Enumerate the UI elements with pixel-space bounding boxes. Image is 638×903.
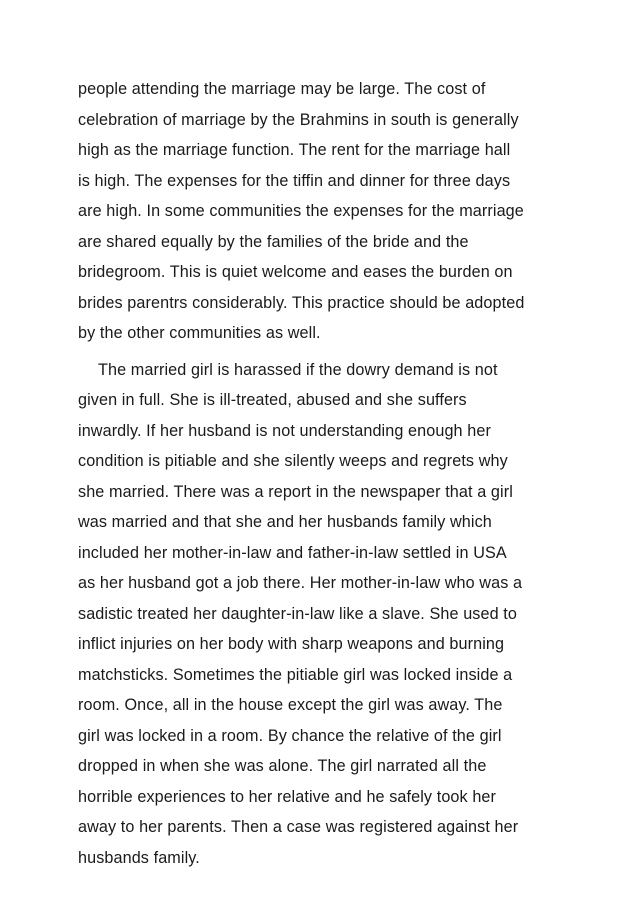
text-line: she married. There was a report in the newspaper that a girl [78,482,513,501]
text-line: horrible experiences to her relative and he safely took her [78,787,497,806]
text-line: celebration of marriage by the Brahmins in south is generally [78,110,519,129]
text-line: are high. In some communities the expenses for the marriage [78,202,524,220]
text-line: was married and that she and her husbands family which [78,513,492,531]
text-line: people attending the marriage may be large. The cost of [78,80,486,98]
text-line: as her husband got a job there. Her mother-in-law who was a [78,574,523,592]
text-line: are shared equally by the families of the bride and the [78,232,469,251]
text-line: bridegroom. This is quiet welcome and eases the burden on [78,263,513,281]
text-line: sadistic treated her daughter-in-law like a slave. She used to [78,604,518,623]
text-line: condition is pitiable and she silently weeps and regrets why [78,452,508,470]
text-line: husbands family. [78,848,200,867]
text-line: away to her parents. Then a case was registered against her [78,818,519,836]
text-line: dropped in when she was alone. The girl narrated all the [78,757,487,775]
text-line: given in full. She is ill-treated, abused and she suffers [78,391,467,409]
text-line: room. Once, all in the house except the girl was away. The [78,696,503,714]
text-line: brides parentrs considerably. This practice should be adopted [78,293,525,312]
text-line: included her mother-in-law and father-in-law settled in USA [78,543,507,562]
text-line: by the other communities as well. [78,324,321,342]
text-line: is high. The expenses for the tiffin and dinner for three days [78,171,511,190]
paragraph-1 [78,74,578,349]
text-line: The married girl is harassed if the dowry demand is not [98,360,498,379]
text-line: inwardly. If her husband is not understanding enough her [78,421,491,440]
paragraph-2 [78,355,578,874]
body-text [78,74,578,873]
text-line: matchsticks. Sometimes the pitiable girl was locked inside a [78,665,513,684]
text-line: high as the marriage function. The rent for the marriage hall [78,141,511,159]
text-line: inflict injuries on her body with sharp weapons and burning [78,635,505,653]
text-line: girl was locked in a room. By chance the relative of the girl [78,726,502,745]
